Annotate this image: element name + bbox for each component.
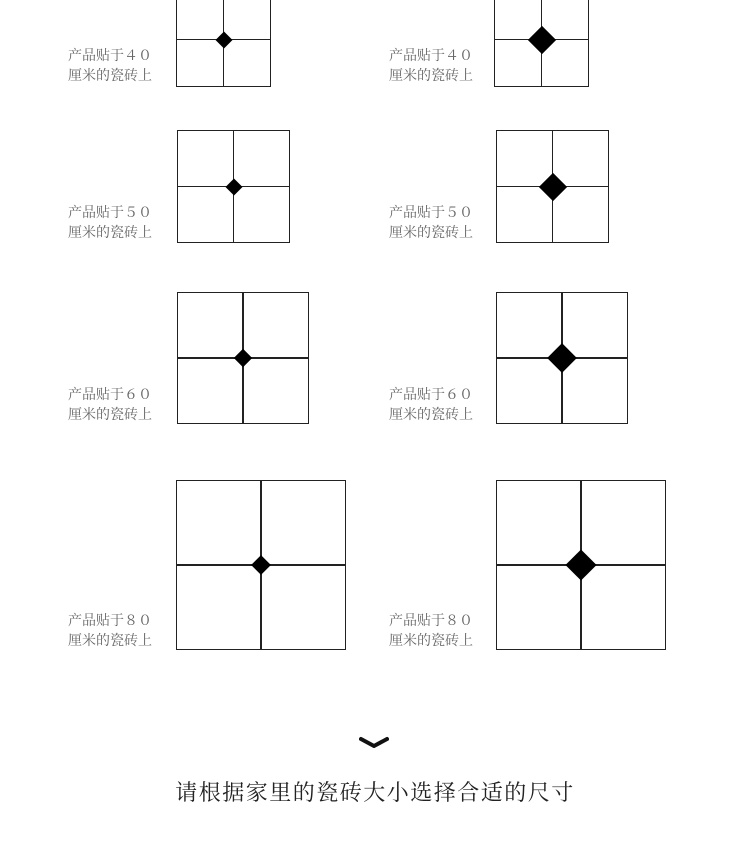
product-marker bbox=[565, 549, 596, 580]
tile-label-unit: 厘米的瓷砖上 bbox=[68, 225, 152, 241]
tile-label-unit: 厘米的瓷砖上 bbox=[68, 407, 152, 423]
product-marker bbox=[547, 343, 577, 373]
tile-square bbox=[176, 0, 271, 87]
tile-label-size: 产品贴于８０ bbox=[389, 613, 473, 629]
tile-label-unit: 厘米的瓷砖上 bbox=[389, 68, 473, 84]
tile-label bbox=[68, 385, 152, 425]
tile-square bbox=[496, 130, 609, 243]
tile-label-size: 产品贴于５０ bbox=[68, 205, 152, 221]
tile-label-unit: 厘米的瓷砖上 bbox=[389, 225, 473, 241]
tile-label bbox=[389, 385, 473, 425]
tile-label bbox=[389, 203, 473, 243]
tile-square bbox=[176, 480, 346, 650]
tile-label-size: 产品贴于６０ bbox=[68, 387, 152, 403]
tile-label-size: 产品贴于８０ bbox=[68, 613, 152, 629]
tile-label bbox=[389, 611, 473, 651]
tile-label-unit: 厘米的瓷砖上 bbox=[389, 407, 473, 423]
tile-label bbox=[68, 203, 152, 243]
tile-square bbox=[494, 0, 589, 87]
tile-label-size: 产品贴于４０ bbox=[68, 48, 152, 64]
tile-square bbox=[177, 292, 309, 424]
product-marker bbox=[225, 178, 242, 195]
chevron-down-icon bbox=[359, 736, 389, 750]
tile-label bbox=[68, 611, 152, 651]
product-marker bbox=[215, 31, 232, 48]
product-marker bbox=[538, 172, 566, 200]
footer-caption: 请根据家里的瓷砖大小选择合适的尺寸 bbox=[175, 781, 575, 806]
tile-label-size: 产品贴于４０ bbox=[389, 48, 473, 64]
tile-label-unit: 厘米的瓷砖上 bbox=[68, 68, 152, 84]
tile-square bbox=[496, 292, 628, 424]
tile-label-size: 产品贴于６０ bbox=[389, 387, 473, 403]
tile-label-unit: 厘米的瓷砖上 bbox=[389, 633, 473, 649]
tile-label-unit: 厘米的瓷砖上 bbox=[68, 633, 152, 649]
tile-label-size: 产品贴于５０ bbox=[389, 205, 473, 221]
tile-square bbox=[496, 480, 666, 650]
product-marker bbox=[234, 349, 252, 367]
tile-square bbox=[177, 130, 290, 243]
tile-label bbox=[68, 46, 152, 86]
product-marker bbox=[527, 25, 555, 53]
product-marker bbox=[251, 555, 271, 575]
tile-label bbox=[389, 46, 473, 86]
